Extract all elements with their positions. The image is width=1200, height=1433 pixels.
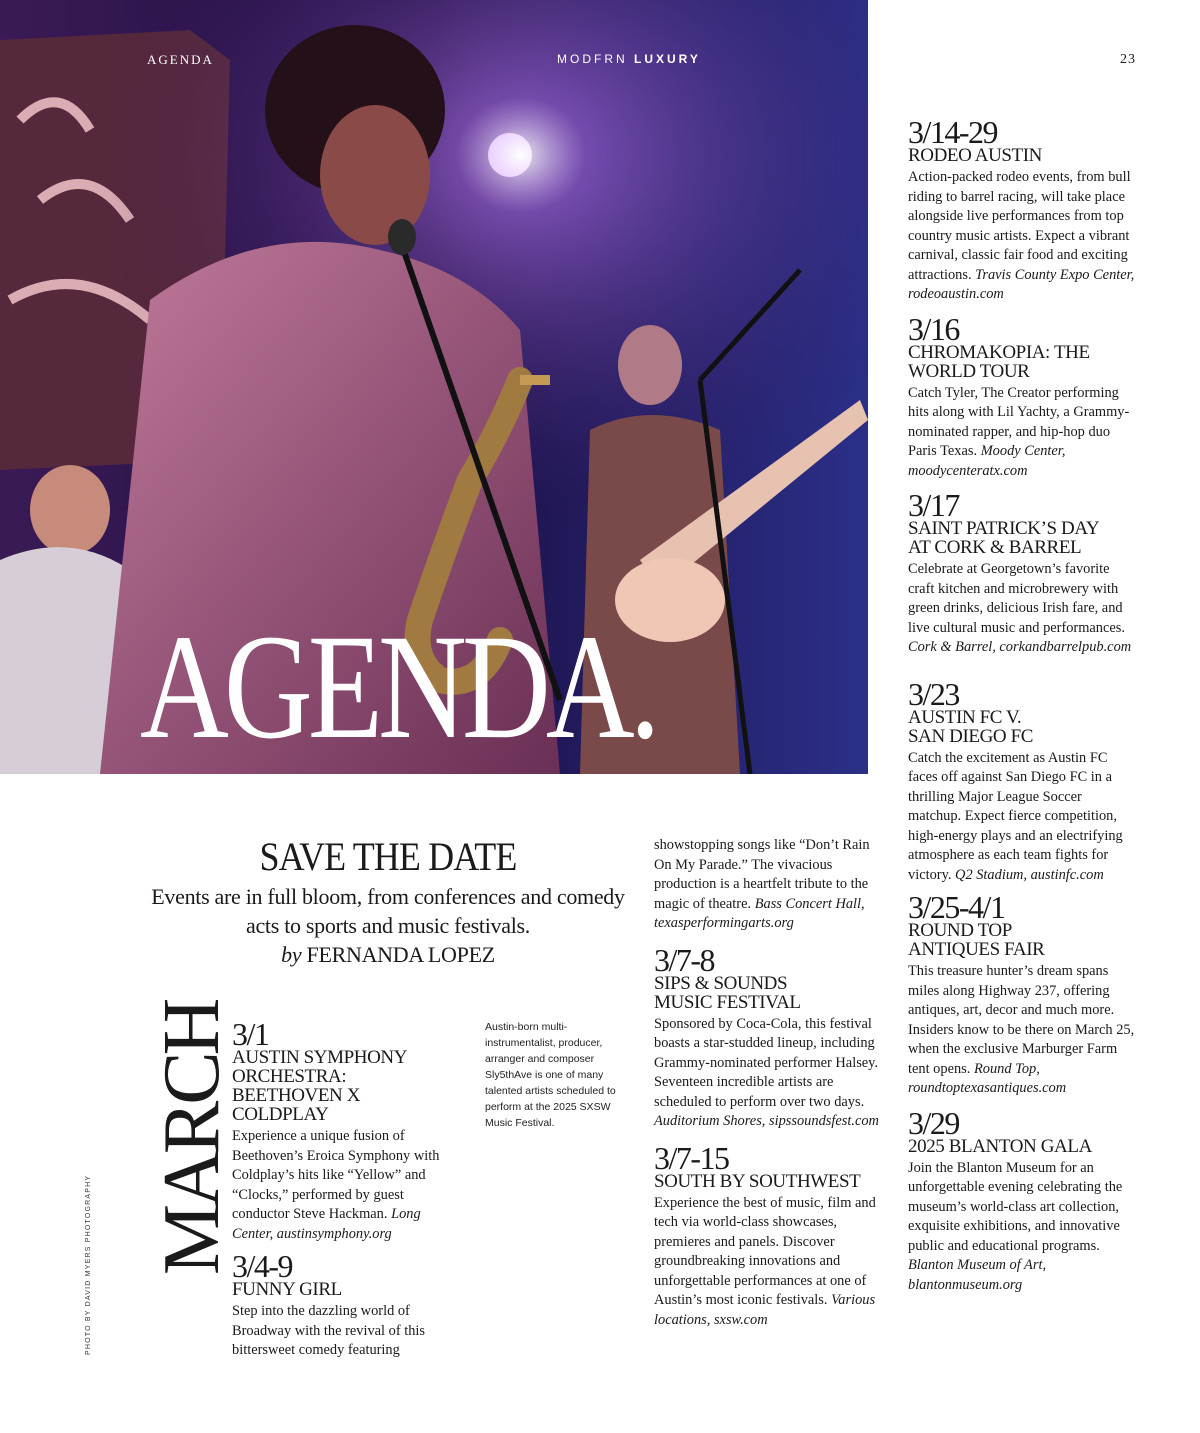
- event-date: 3/25-4/1: [908, 889, 1005, 925]
- event-item: [232, 1016, 462, 1244]
- event-title-line: COLDPLAY: [232, 1104, 329, 1125]
- event-item: [908, 889, 1138, 1099]
- event-title-line: MUSIC FESTIVAL: [654, 991, 801, 1013]
- event-body-continued: showstopping songs like “Don’t Rain On My Parade.” The vivacious production is a heartfelt tribute to the magic of theatre.: [654, 837, 870, 912]
- events-column-3: [908, 114, 1138, 1295]
- event-body: Experience the best of music, film and tech via world-class showcases, premieres and panels. Discover groundbreaking innovations and unforgettable performances at one of Austin’s most iconic festivals.: [654, 1194, 876, 1308]
- event-title-line: SAN DIEGO FC: [908, 725, 1034, 747]
- event-title: [232, 1048, 462, 1124]
- event-description: [654, 1015, 889, 1132]
- event-description: [908, 384, 1138, 482]
- event-venue: Cork & Barrel, corkandbarrelpub.com: [908, 639, 1132, 655]
- event-title: [908, 708, 1138, 746]
- event-description: [908, 749, 1138, 886]
- event-item: [232, 1248, 462, 1361]
- event-body: Step into the dazzling world of Broadway with the revival of this bittersweet comedy featuring: [232, 1303, 426, 1358]
- photo-caption: Austin-born multi-instrumentalist, producer, arranger and composer Sly5thAve is one of many talented artists scheduled to perform at the 2025 SXSW Music Festival.: [485, 1021, 616, 1129]
- event-title-line: ORCHESTRA:: [232, 1066, 347, 1087]
- events-column-2: [654, 836, 889, 1330]
- brand-light: MODFRN: [557, 52, 628, 66]
- event-title: [908, 146, 1138, 165]
- event-venue: Various locations, sxsw.com: [654, 1292, 876, 1328]
- event-title-line: ROUND TOP: [908, 920, 1012, 941]
- event-venue: Moody Center, moodycenteratx.com: [908, 443, 1066, 479]
- event-item: [908, 310, 1138, 482]
- event-venue: Long Center, austinsymphony.org: [232, 1206, 421, 1242]
- event-date: 3/7-8: [654, 941, 715, 978]
- event-continued: [654, 836, 889, 934]
- event-description: [908, 560, 1138, 658]
- events-column-1: [232, 1016, 462, 1361]
- event-title-line: CHROMAKOPIA: THE: [908, 341, 1090, 363]
- event-body: Sponsored by Coca-Cola, this festival boasts a star-studded lineup, including Grammy-nominated performer Halsey. Seventeen incredible artists are scheduled to perform over two days.: [654, 1015, 879, 1110]
- event-title-line: FUNNY GIRL: [232, 1279, 342, 1300]
- event-title-line: SAINT PATRICK’S DAY: [908, 518, 1100, 539]
- event-body: Catch Tyler, The Creator performing hits along with Lil Yachty, a Grammy-nominated rapper, and hip-hop duo Paris Texas.: [908, 384, 1130, 459]
- event-item: [654, 1139, 889, 1331]
- event-body: This treasure hunter’s dream spans miles along Highway 237, offering antiques, art, decor and much more. Insiders know to be there on March 25, when the exclusive Marburger Farm tent opens.: [908, 963, 1135, 1077]
- magazine-brand: [557, 52, 701, 66]
- page-number: 23: [1120, 52, 1136, 67]
- event-date: 3/4-9: [232, 1248, 293, 1284]
- event-item: [908, 675, 1138, 886]
- event-title: [654, 974, 889, 1012]
- event-venue: Auditorium Shores, sipssoundsfest.com: [654, 1113, 879, 1129]
- running-head-section: AGENDA: [147, 52, 214, 67]
- event-venue: Blanton Museum of Art, blantonmuseum.org: [908, 1257, 1047, 1293]
- event-description: [908, 168, 1138, 305]
- event-title: [908, 343, 1138, 381]
- event-date: 3/17: [908, 487, 959, 523]
- event-body: Join the Blanton Museum for an unforgettable evening celebrating the museum’s world-class art collection, exquisite exhibitions, and innovative public and educational programs.: [908, 1159, 1123, 1254]
- event-body: Catch the excitement as Austin FC faces off against San Diego FC in a thrilling Major League Soccer matchup. Expect fierce competition, high-energy plays and an electrifying atmosphere as each team fights for victory.: [908, 749, 1123, 883]
- event-title-line: WORLD TOUR: [908, 360, 1030, 382]
- hero-photo: [0, 0, 868, 774]
- event-body: Celebrate at Georgetown’s favorite craft kitchen and microbrewery with green drinks, delicious Irish fare, and live cultural music and performances.: [908, 561, 1125, 636]
- section-heading: SAVE THE DATE: [259, 834, 517, 879]
- byline-author: FERNANDA LOPEZ: [306, 942, 495, 967]
- dek: Events are in full bloom, from conferences and comedy acts to sports and music festivals.: [151, 884, 625, 938]
- event-venue: Bass Concert Hall, texasperformingarts.org: [654, 895, 865, 931]
- event-title: [908, 519, 1138, 557]
- event-title-line: AUSTIN SYMPHONY: [232, 1047, 408, 1068]
- hero-title: AGENDA.: [140, 604, 656, 770]
- event-venue: Round Top, roundtoptexasantiques.com: [908, 1060, 1067, 1096]
- event-date: 3/14-29: [908, 114, 998, 150]
- event-description: [232, 1127, 462, 1244]
- intro-block: [150, 836, 626, 969]
- event-venue: Travis County Expo Center, rodeoaustin.com: [908, 266, 1135, 302]
- event-date: 3/16: [908, 310, 959, 347]
- event-date: 3/1: [232, 1016, 269, 1052]
- byline-by: by: [281, 942, 302, 967]
- event-title: [908, 1137, 1138, 1156]
- event-body: Experience a unique fusion of Beethoven’s Eroica Symphony with Coldplay’s hits like “Yellow” and “Clocks,” performed by guest conductor Steve Hackman.: [232, 1128, 440, 1222]
- event-title-line: ANTIQUES FAIR: [908, 939, 1045, 960]
- event-title-line: 2025 BLANTON GALA: [908, 1135, 1092, 1157]
- event-item: [654, 941, 889, 1132]
- event-title-line: BEETHOVEN X: [232, 1085, 361, 1106]
- event-title-line: AUSTIN FC V.: [908, 706, 1022, 728]
- event-description: [654, 1194, 889, 1331]
- event-title-line: RODEO AUSTIN: [908, 145, 1043, 166]
- event-item: [908, 114, 1138, 305]
- event-title: [654, 1172, 889, 1191]
- event-date: 3/7-15: [654, 1139, 729, 1176]
- event-description: [908, 1159, 1138, 1296]
- event-item: [908, 1104, 1138, 1296]
- month-label: MARCH: [148, 1001, 236, 1275]
- event-date: 3/23: [908, 675, 959, 712]
- photo-credit: PHOTO BY DAVID MYERS PHOTOGRAPHY: [85, 1174, 92, 1355]
- event-title-line: AT CORK & BARREL: [908, 537, 1082, 558]
- event-title: [232, 1280, 462, 1299]
- byline: [150, 940, 626, 969]
- event-title-line: SOUTH BY SOUTHWEST: [654, 1170, 861, 1192]
- event-body: Action-packed rodeo events, from bull riding to barrel racing, will take place alongside live performances from top country music artists. Expect a vibrant carnival, classic fair food and exciting attractions.: [908, 169, 1131, 283]
- event-item: [908, 487, 1138, 658]
- event-venue: Q2 Stadium, austinfc.com: [955, 866, 1104, 883]
- brand-bold: LUXURY: [634, 52, 701, 66]
- event-description: [908, 962, 1138, 1099]
- event-title-line: SIPS & SOUNDS: [654, 972, 788, 994]
- event-title: [908, 921, 1138, 959]
- event-date: 3/29: [908, 1104, 959, 1141]
